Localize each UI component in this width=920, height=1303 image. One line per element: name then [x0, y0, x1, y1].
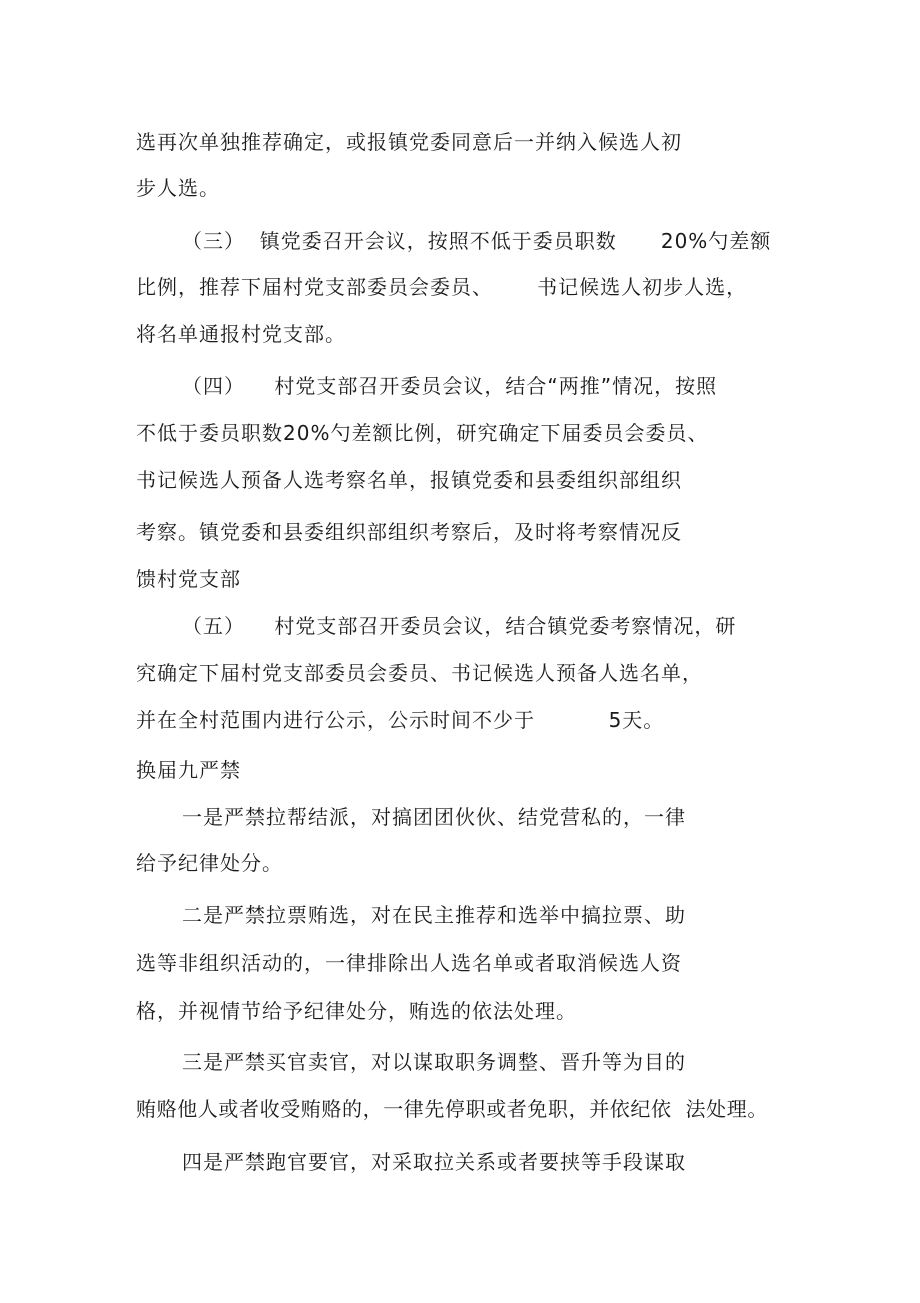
section-4-heading-line: （四） 村党支部召开委员会议，结合“两推”情况，按照: [182, 374, 718, 398]
text-line: 比例，推荐下届村党支部委员会委员、 书记候选人初步人选，: [136, 275, 748, 299]
text-line: 书记候选人预备人选考察名单，报镇党委和县委组织部组织: [136, 468, 682, 492]
text-line: 贿赂他人或者收受贿赂的，一律先停职或者免职，并依纪依 法处理。: [136, 1097, 768, 1121]
rule-4-line: 四是严禁跑官要官，对采取拉关系或者要挟等手段谋取: [182, 1150, 686, 1174]
text-line: 步人选。: [136, 176, 220, 200]
rule-1-line: 一是严禁拉帮结派，对搞团团伙伙、结党营私的，一律: [182, 805, 686, 829]
text-line: 考察。镇党委和县委组织部组织考察后，及时将考察情况反: [136, 520, 682, 544]
text-line: 并在全村范围内进行公示，公示时间不少于 5天。: [136, 708, 665, 732]
text-line: 将名单通报村党支部。: [136, 322, 346, 346]
rule-2-line: 二是严禁拉票贿选，对在民主推荐和选举中搞拉票、助: [182, 903, 686, 927]
rule-3-line: 三是严禁买官卖官，对以谋取职务调整、晋升等为目的: [182, 1050, 686, 1074]
text-line: 选再次单独推荐确定，或报镇党委同意后一并纳入候选人初: [136, 130, 682, 154]
section-title: 换届九严禁: [136, 758, 241, 782]
section-3-heading-line: （三） 镇党委召开会议，按照不低于委员职数 20%勺差额: [182, 229, 772, 253]
text-line: 究确定下届村党支部委员会委员、书记候选人预备人选名单，: [136, 661, 703, 685]
section-5-heading-line: （五） 村党支部召开委员会议，结合镇党委考察情况，研: [182, 614, 737, 638]
text-line: 馈村党支部: [136, 567, 241, 591]
text-line: 格，并视情节给予纪律处分，贿选的依法处理。: [136, 999, 577, 1023]
text-line: 给予纪律处分。: [136, 851, 283, 875]
text-line: 选等非组织活动的，一律排除出人选名单或者取消候选人资: [136, 951, 682, 975]
text-line: 不低于委员职数20%勺差额比例，研究确定下届委员会委员、: [136, 421, 709, 445]
